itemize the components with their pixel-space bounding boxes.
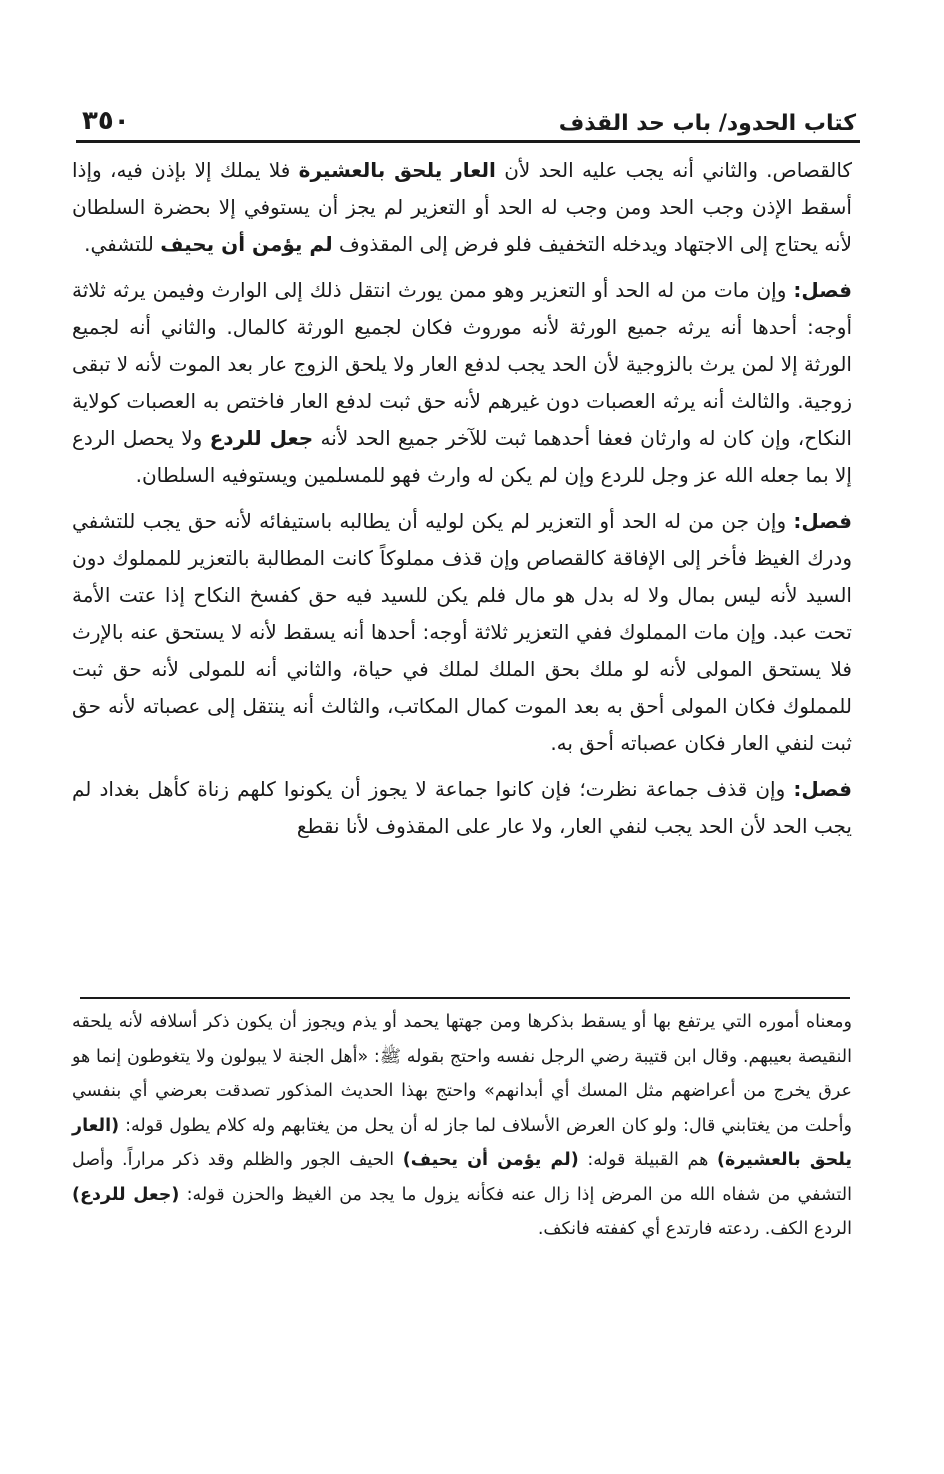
page-number: ٣٥٠	[82, 106, 130, 136]
text-run: وإن مات من له الحد أو التعزير وهو ممن يورث انتقل ذلك إلى الوارث وفيمن يرثه ثلاثة أوجه: أحدها أنه يرثه جميع الورثة لأنه موروث فكان لجميع الورثة كالمال. والثاني أنه لجميع الورثة إلا لمن يرث بالزوجية لأن الحد يجب لدفع العار ولا يلحق الزوج عار بعد الموت لأنه لا تبقى زوجية. والثالث أنه يرثه العصبات دون غيرهم لأنه حق ثبت لدفع العار فاختص به العصبات كولاية النكاح، وإن كان له وارثان فعفا أحدهما ثبت للآخر جميع الحد لأنه	[72, 278, 852, 450]
text-run: الحيف الجور والظلم وقد ذكر مراراً. وأصل التشفي من شفاه الله من المرض إذا زال عنه فكأنه يزول ما يجد من الغيظ والحزن قوله:	[72, 1150, 852, 1205]
footnotes	[72, 1005, 852, 1247]
text-run: ولا يحصل الردع إلا بما جعله الله عز وجل للردع وإن لم يكن له وارث فهو للمسلمين ويستوفيه السلطان.	[72, 426, 852, 487]
text-run: فلا يملك إلا بإذن فيه، وإذا أسقط الإذن وجب الحد ومن وجب له الحد أو التعزير لم يجز أن يستوفي إلا بحضرة السلطان لأنه يحتاج إلى الاجتهاد ويدخله التخفيف فلو فرض إلى المقذوف	[72, 158, 852, 256]
text-run: الردع الكف. ردعته فارتدع أي كففته فانكف.	[537, 1219, 852, 1239]
bold-phrase: جعل للردع	[209, 426, 314, 450]
bold-phrase: (جعل للردع)	[72, 1184, 180, 1205]
page-header	[82, 96, 856, 136]
paragraph-2	[72, 272, 852, 494]
footnote-rule	[80, 997, 850, 999]
text-run: كالقصاص. والثاني أنه يجب عليه الحد لأن	[495, 158, 852, 182]
main-text	[72, 152, 852, 854]
bold-phrase: لم يؤمن أن يحيف	[160, 232, 333, 256]
text-run: ومعناه أموره التي يرتفع بها أو يسقط بذكرها ومن جهتها يحمد أو يذم ويجوز أن يكون ذكر أسلافه لأنه يلحقه النقيصة بعيبهم. وقال ابن قتيبة رضي الرجل نفسه واحتج بقوله ﷺ: «أهل الجنة لا يبولون ولا يتغوطون إنما هو عرق يخرج من أعراضهم مثل المسك أي أبدانهم» واحتج بهذا الحديث المذكور تصدقت بعرضي أي بنفسي وأحلت من يغتابني قال: ولو كان العرض الأسلاف لما جاز له أن يحل من يغتابهم وله كلام يطول قوله:	[72, 1012, 852, 1136]
section-label: فصل:	[793, 777, 852, 801]
bold-phrase: (لم يؤمن أن يحيف)	[402, 1150, 579, 1170]
bold-phrase: (العار يلحق بالعشيرة)	[72, 1115, 852, 1170]
paragraph-3	[72, 503, 852, 762]
header-rule	[76, 140, 860, 143]
bold-phrase: العار يلحق بالعشيرة	[298, 158, 496, 182]
section-label: فصل:	[793, 278, 852, 302]
section-label: فصل:	[793, 509, 852, 533]
running-head: كتاب الحدود/ باب حد القذف	[558, 111, 856, 136]
paragraph-1	[72, 152, 852, 263]
footnote-paragraph	[72, 1005, 852, 1247]
paragraph-4	[72, 771, 852, 845]
text-run: وإن جن من له الحد أو التعزير لم يكن لوليه أن يطالبه باستيفائه لأنه حق يجب للتشفي ودرك الغيظ فأخر إلى الإفاقة كالقصاص وإن قذف مملوكاً كانت المطالبة بالتعزير للمملوك دون السيد لأنه ليس بمال ولا له بدل هو مال فلم يكن للسيد فيه حق كفسخ النكاح إذا عتت الأمة تحت عبد. وإن مات المملوك ففي التعزير ثلاثة أوجه: أحدها أنه يسقط لأنه لا يستحق عنه بالإرث فلا يستحق المولى لأنه لو ملك بحق الملك لملك في حياة، والثاني أنه للمولى لأنه حق ثبت للمملوك فكان المولى أحق به بعد الموت كمال المكاتب، والثالث أنه ينتقل إلى عصباته لأنه حق ثبت لنفي العار فكان عصباته أحق به.	[72, 509, 852, 755]
text-run: وإن قذف جماعة نظرت؛ فإن كانوا جماعة لا يجوز أن يكونوا كلهم زناة كأهل بغداد لم يجب الحد لأن الحد يجب لنفي العار، ولا عار على المقذوف لأنا نقطع	[72, 777, 852, 838]
text-run: هم القبيلة قوله:	[578, 1150, 717, 1170]
text-run: للتشفي.	[84, 232, 161, 256]
